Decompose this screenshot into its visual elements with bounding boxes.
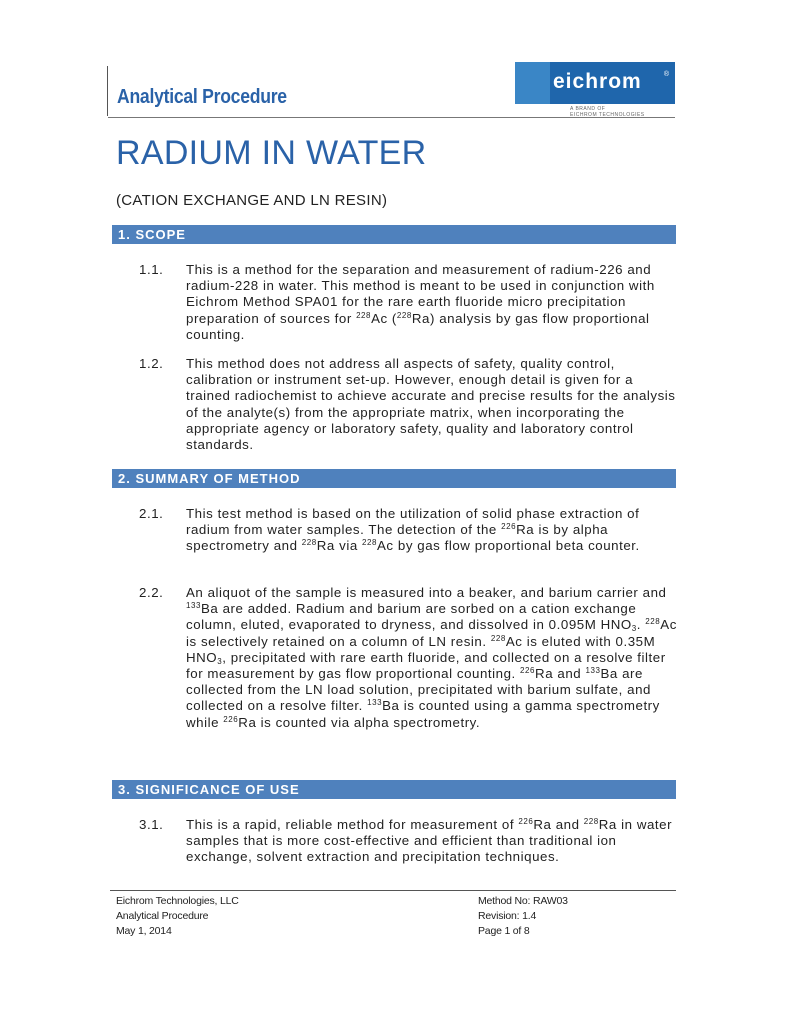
footer-right bbox=[478, 894, 568, 939]
footer-company: Eichrom Technologies, LLC bbox=[116, 895, 239, 907]
header-title: Analytical Procedure bbox=[117, 86, 287, 108]
document-subtitle: (CATION EXCHANGE AND LN RESIN) bbox=[116, 192, 388, 209]
item-text: This is a method for the separation and measurement of radium-226 and radium-228 in water. This method is meant to be used in conjunction with Eichrom Method SPA01 for the rare earth fluoride micro precipitation preparation of sources for $^{228}$Ac ($^{228}$Ra) analysis by gas flow proportional counting. bbox=[186, 262, 655, 342]
item-text: This is a rapid, reliable method for measurement of $^{226}$Ra and $^{228}$Ra in water samples that is more cost-effective and efficient than traditional ion exchange, solvent extraction and precipitation techniques. bbox=[186, 817, 673, 865]
list-item-2-2 bbox=[139, 585, 679, 731]
footer-doc-type: Analytical Procedure bbox=[116, 910, 209, 922]
list-item-1-1 bbox=[139, 262, 679, 343]
section-heading-summary-of-method: 2. SUMMARY OF METHOD bbox=[112, 469, 676, 488]
eichrom-logo bbox=[515, 62, 675, 104]
document-title: RADIUM IN WATER bbox=[116, 134, 427, 172]
section-heading-significance-of-use: 3. SIGNIFICANCE OF USE bbox=[112, 780, 676, 799]
item-text: An aliquot of the sample is measured into a beaker, and barium carrier and $^{133}$Ba are added. Radium and barium are sorbed on a cation exchange column, eluted, evaporated to dryness, and dissolved in 0.095M $HNO_3$. $^{228}$Ac is selectively retained on a column of LN resin. $^{228}$Ac is eluted with 0.35M $HNO_3$, precipitated with rare earth fluoride, and collected on a resolve filter for measurement by gas flow proportional counting. $^{226}$Ra and $^{133}$Ba are collected from the LN load solution, precipitated with barium sulfate, and collected on a resolve filter. $^{133}$Ba is counted using a gamma spectrometry while $^{226}$Ra is counted via alpha spectrometry. bbox=[186, 585, 677, 730]
header-divider-line bbox=[107, 66, 108, 116]
item-number: 2.2. bbox=[139, 585, 164, 600]
item-number: 2.1. bbox=[139, 506, 164, 521]
item-number: 1.2. bbox=[139, 356, 164, 371]
footer-page-number: Page 1 of 8 bbox=[478, 925, 530, 937]
item-text: This method does not address all aspects of safety, quality control, calibration or instrument set-up. However, enough detail is given for a trained radiochemist to achieve accurate and precise results for the analysis of the analyte(s) from the appropriate matrix, when incorporating the appropriate agency or laboratory safety, quality and laboratory control standards. bbox=[186, 356, 676, 453]
footer-date: May 1, 2014 bbox=[116, 925, 172, 937]
item-text: This test method is based on the utilization of solid phase extraction of radium from water samples. The detection of the $^{226}$Ra is by alpha spectrometry and $^{228}$Ra via $^{228}$Ac by gas flow proportional beta counter. bbox=[186, 506, 640, 554]
tagline-line-2: EICHROM TECHNOLOGIES bbox=[570, 112, 645, 118]
item-number: 1.1. bbox=[139, 262, 164, 277]
footer-method-no: Method No: RAW03 bbox=[478, 895, 568, 907]
footer-rule bbox=[110, 890, 676, 891]
logo-registered-mark: ® bbox=[663, 71, 669, 78]
footer-revision: Revision: 1.4 bbox=[478, 910, 537, 922]
footer-left bbox=[116, 894, 239, 939]
logo-tagline bbox=[570, 106, 645, 118]
list-item-1-2 bbox=[139, 356, 679, 453]
logo-text: eichrom bbox=[553, 70, 642, 93]
item-number: 3.1. bbox=[139, 817, 164, 832]
tagline-line-1: A BRAND OF bbox=[570, 106, 606, 112]
list-item-2-1 bbox=[139, 506, 679, 555]
section-heading-scope: 1. SCOPE bbox=[112, 225, 676, 244]
list-item-3-1 bbox=[139, 817, 679, 866]
